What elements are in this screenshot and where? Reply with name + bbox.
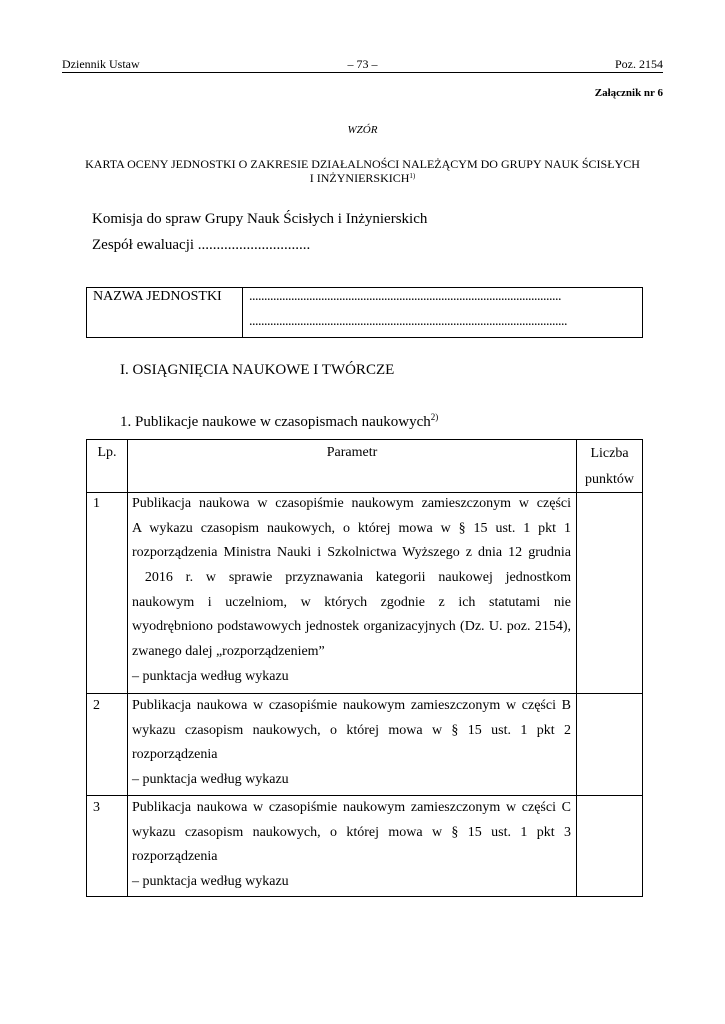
- row-3-description: [132, 796, 571, 895]
- unit-name-table: [86, 287, 643, 338]
- header-points-line-1: Liczba: [590, 446, 629, 461]
- row-1-lp: 1: [93, 496, 100, 511]
- position-number: Poz. 2154: [615, 57, 663, 71]
- publications-table: [86, 439, 643, 897]
- row-2-line: Publikacja naukowa w czasopiśmie naukowym zamieszczonym w części B: [132, 698, 571, 713]
- row-1-line: A wykazu czasopism naukowych, o której mowa w § 15 ust. 1 pkt 1: [132, 520, 571, 536]
- subsection-footnote: 2): [430, 412, 439, 422]
- row-3-line: rozporządzenia: [132, 849, 218, 865]
- header-points-line-2: punktów: [585, 472, 634, 487]
- template-label: WZÓR: [347, 124, 378, 136]
- row-3-lp: 3: [93, 800, 100, 815]
- row-1-line: zwanego dalej „rozporządzeniem”: [132, 644, 325, 660]
- title-line-1: KARTA OCENY JEDNOSTKI O ZAKRESIE DZIAŁALNOŚCI NALEŻĄCYM DO GRUPY NAUK ŚCISŁYCH: [85, 157, 640, 171]
- row-2-lp: 2: [93, 698, 100, 713]
- row-1-line: naukowym i uczelniom, w których zgodnie z ich statutami nie: [132, 594, 571, 610]
- row-3-line: – punktacja według wykazu: [132, 874, 289, 890]
- title-footnote: 1): [409, 172, 416, 180]
- row-1-line: wyodrębniono podstawowych jednostek organizacyjnych (Dz. U. poz. 2154),: [132, 619, 571, 635]
- annex-label: Załącznik nr 6: [594, 87, 663, 99]
- header-points: [577, 441, 642, 493]
- header-lp: Lp.: [97, 445, 117, 460]
- header-rule: [62, 72, 663, 73]
- unit-name-field-line-1[interactable]: ........................................................................................................: [249, 289, 561, 304]
- subsection-heading: [120, 414, 438, 431]
- title-line-2: [62, 171, 663, 185]
- row-2-description: [132, 694, 571, 793]
- row-2-line: wykazu czasopism naukowych, o której mowa w § 15 ust. 1 pkt 2: [132, 722, 571, 738]
- header-parameter: Parametr: [326, 445, 378, 460]
- row-1-line: rozporządzenia Ministra Nauki i Szkolnictwa Wyższego z dnia 12 grudnia: [132, 545, 571, 561]
- subsection-text: 1. Publikacje naukowe w czasopismach naukowych: [120, 414, 431, 430]
- document-title: [62, 157, 663, 185]
- row-2-line: – punktacja według wykazu: [132, 772, 289, 788]
- column-divider: [576, 440, 577, 896]
- row-3-line: wykazu czasopism naukowych, o której mowa w § 15 ust. 1 pkt 3: [132, 824, 571, 840]
- commission-name: Komisja do spraw Grupy Nauk Ścisłych i Inżynierskich: [92, 211, 428, 227]
- row-1-line: Publikacja naukowa w czasopiśmie naukowym zamieszczonym w części: [132, 496, 571, 511]
- row-2-line: rozporządzenia: [132, 747, 218, 763]
- row-3-line: Publikacja naukowa w czasopiśmie naukowym zamieszczonym w części C: [132, 800, 571, 815]
- evaluation-team: Zespół ewaluacji ..............................: [92, 237, 311, 253]
- unit-name-field-line-2[interactable]: ..........................................................................................................: [249, 314, 567, 329]
- row-1-description: [132, 492, 571, 690]
- journal-name: Dziennik Ustaw: [62, 57, 140, 71]
- section-heading: I. OSIĄGNIĘCIA NAUKOWE I TWÓRCZE: [120, 362, 395, 378]
- column-divider: [127, 440, 128, 896]
- row-1-line: – punktacja według wykazu: [132, 668, 289, 684]
- row-1-line: 2016 r. w sprawie przyznawania kategorii naukowej jednostkom: [132, 570, 571, 586]
- unit-name-label: NAZWA JEDNOSTKI: [87, 288, 243, 337]
- page-header: [62, 57, 663, 73]
- title-line-2-text: I INŻYNIERSKICH: [309, 171, 410, 185]
- page-number: – 73 –: [347, 57, 378, 71]
